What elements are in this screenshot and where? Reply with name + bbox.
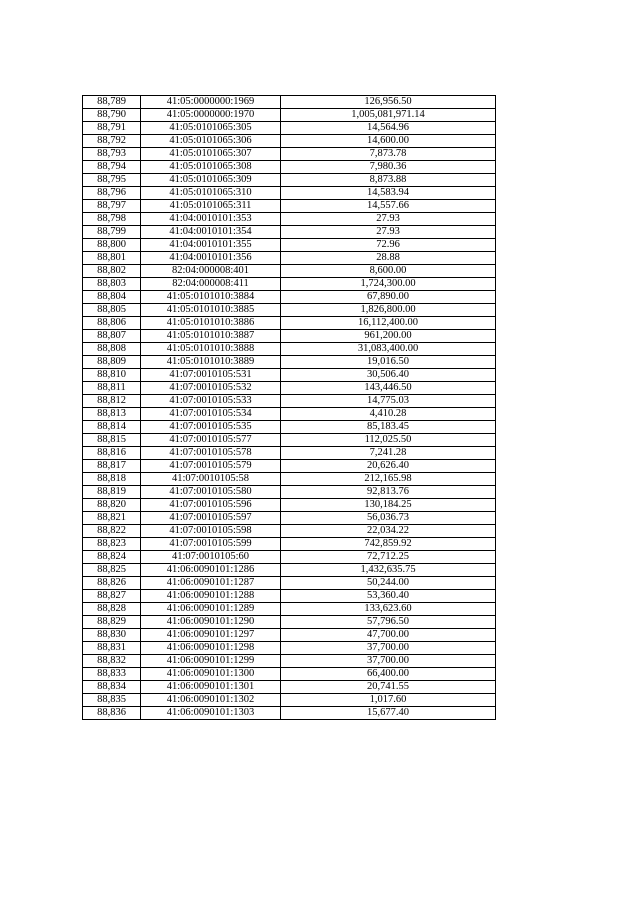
table-row [83,538,496,551]
cadastral-number-cell: 41:07:0010105:533 [141,395,281,408]
row-number-cell: 88,812 [83,395,141,408]
cadastral-number-cell: 41:07:0010105:596 [141,499,281,512]
value-cell: 14,775.03 [281,395,496,408]
table-row [83,681,496,694]
value-cell: 742,859.92 [281,538,496,551]
table-row [83,96,496,109]
value-cell: 7,980.36 [281,161,496,174]
value-cell: 47,700.00 [281,629,496,642]
cadastral-number-cell: 41:06:0090101:1299 [141,655,281,668]
table-row [83,317,496,330]
cadastral-number-cell: 41:05:0000000:1969 [141,96,281,109]
cadastral-number-cell: 41:06:0090101:1303 [141,707,281,720]
row-number-cell: 88,798 [83,213,141,226]
value-cell: 20,741.55 [281,681,496,694]
table-row [83,382,496,395]
value-cell: 31,083,400.00 [281,343,496,356]
cadastral-number-cell: 41:07:0010105:598 [141,525,281,538]
cadastral-number-cell: 41:04:0010101:356 [141,252,281,265]
row-number-cell: 88,807 [83,330,141,343]
row-number-cell: 88,829 [83,616,141,629]
cadastral-number-cell: 82:04:000008:411 [141,278,281,291]
cadastral-number-cell: 41:04:0010101:353 [141,213,281,226]
value-cell: 37,700.00 [281,642,496,655]
value-cell: 28.88 [281,252,496,265]
row-number-cell: 88,806 [83,317,141,330]
row-number-cell: 88,820 [83,499,141,512]
row-number-cell: 88,813 [83,408,141,421]
value-cell: 19,016.50 [281,356,496,369]
data-table [82,95,496,720]
cadastral-number-cell: 41:05:0101065:310 [141,187,281,200]
cadastral-number-cell: 41:07:0010105:579 [141,460,281,473]
value-cell: 961,200.00 [281,330,496,343]
row-number-cell: 88,792 [83,135,141,148]
row-number-cell: 88,793 [83,148,141,161]
table-row [83,655,496,668]
table-row [83,330,496,343]
row-number-cell: 88,817 [83,460,141,473]
table-row [83,473,496,486]
value-cell: 14,564.96 [281,122,496,135]
value-cell: 1,432,635.75 [281,564,496,577]
cadastral-number-cell: 41:07:0010105:535 [141,421,281,434]
table-row [83,551,496,564]
table-row [83,304,496,317]
row-number-cell: 88,827 [83,590,141,603]
value-cell: 8,873.88 [281,174,496,187]
cadastral-number-cell: 41:06:0090101:1297 [141,629,281,642]
cadastral-number-cell: 41:05:0101010:3886 [141,317,281,330]
value-cell: 22,034.22 [281,525,496,538]
cadastral-number-cell: 41:06:0090101:1301 [141,681,281,694]
value-cell: 27.93 [281,226,496,239]
cadastral-number-cell: 41:07:0010105:532 [141,382,281,395]
table-row [83,291,496,304]
row-number-cell: 88,814 [83,421,141,434]
value-cell: 66,400.00 [281,668,496,681]
table-body [83,96,496,720]
cadastral-number-cell: 41:06:0090101:1288 [141,590,281,603]
row-number-cell: 88,802 [83,265,141,278]
cadastral-number-cell: 41:05:0101065:306 [141,135,281,148]
table-row [83,447,496,460]
value-cell: 4,410.28 [281,408,496,421]
table-row [83,226,496,239]
table-row [83,278,496,291]
cadastral-number-cell: 41:06:0090101:1290 [141,616,281,629]
value-cell: 14,600.00 [281,135,496,148]
value-cell: 8,600.00 [281,265,496,278]
table-row [83,213,496,226]
value-cell: 126,956.50 [281,96,496,109]
row-number-cell: 88,836 [83,707,141,720]
table-row [83,122,496,135]
value-cell: 14,557.66 [281,200,496,213]
cadastral-number-cell: 41:07:0010105:597 [141,512,281,525]
table-row [83,564,496,577]
row-number-cell: 88,801 [83,252,141,265]
table-row [83,135,496,148]
value-cell: 1,005,081,971.14 [281,109,496,122]
row-number-cell: 88,804 [83,291,141,304]
cadastral-number-cell: 41:06:0090101:1302 [141,694,281,707]
row-number-cell: 88,830 [83,629,141,642]
value-cell: 212,165.98 [281,473,496,486]
cadastral-number-cell: 41:07:0010105:60 [141,551,281,564]
table-row [83,174,496,187]
value-cell: 133,623.60 [281,603,496,616]
table-row [83,707,496,720]
row-number-cell: 88,810 [83,369,141,382]
cadastral-number-cell: 41:07:0010105:580 [141,486,281,499]
cadastral-number-cell: 41:05:0101010:3885 [141,304,281,317]
table-row [83,356,496,369]
row-number-cell: 88,828 [83,603,141,616]
row-number-cell: 88,822 [83,525,141,538]
cadastral-number-cell: 41:05:0101010:3888 [141,343,281,356]
cadastral-number-cell: 41:05:0000000:1970 [141,109,281,122]
table-row [83,694,496,707]
row-number-cell: 88,834 [83,681,141,694]
table-row [83,109,496,122]
cadastral-number-cell: 41:04:0010101:354 [141,226,281,239]
value-cell: 1,826,800.00 [281,304,496,317]
row-number-cell: 88,835 [83,694,141,707]
value-cell: 7,873.78 [281,148,496,161]
row-number-cell: 88,789 [83,96,141,109]
row-number-cell: 88,805 [83,304,141,317]
value-cell: 1,017.60 [281,694,496,707]
row-number-cell: 88,824 [83,551,141,564]
row-number-cell: 88,826 [83,577,141,590]
value-cell: 50,244.00 [281,577,496,590]
table-row [83,369,496,382]
row-number-cell: 88,808 [83,343,141,356]
cadastral-number-cell: 41:07:0010105:534 [141,408,281,421]
row-number-cell: 88,821 [83,512,141,525]
table-row [83,486,496,499]
value-cell: 1,724,300.00 [281,278,496,291]
row-number-cell: 88,794 [83,161,141,174]
cadastral-number-cell: 41:05:0101010:3884 [141,291,281,304]
table-row [83,616,496,629]
cadastral-number-cell: 41:07:0010105:599 [141,538,281,551]
row-number-cell: 88,809 [83,356,141,369]
table-row [83,434,496,447]
table-row [83,161,496,174]
table-row [83,408,496,421]
value-cell: 92,813.76 [281,486,496,499]
value-cell: 112,025.50 [281,434,496,447]
table-row [83,590,496,603]
cadastral-number-cell: 41:07:0010105:58 [141,473,281,486]
cadastral-number-cell: 41:05:0101065:307 [141,148,281,161]
row-number-cell: 88,818 [83,473,141,486]
table-row [83,239,496,252]
cadastral-number-cell: 41:05:0101010:3889 [141,356,281,369]
value-cell: 143,446.50 [281,382,496,395]
row-number-cell: 88,795 [83,174,141,187]
row-number-cell: 88,819 [83,486,141,499]
row-number-cell: 88,833 [83,668,141,681]
table-row [83,499,496,512]
table-row [83,421,496,434]
row-number-cell: 88,800 [83,239,141,252]
cadastral-number-cell: 82:04:000008:401 [141,265,281,278]
table-row [83,265,496,278]
cadastral-number-cell: 41:04:0010101:355 [141,239,281,252]
cadastral-number-cell: 41:06:0090101:1300 [141,668,281,681]
cadastral-number-cell: 41:07:0010105:577 [141,434,281,447]
table-row [83,642,496,655]
cadastral-number-cell: 41:07:0010105:531 [141,369,281,382]
value-cell: 7,241.28 [281,447,496,460]
row-number-cell: 88,803 [83,278,141,291]
value-cell: 57,796.50 [281,616,496,629]
cadastral-number-cell: 41:05:0101065:309 [141,174,281,187]
value-cell: 67,890.00 [281,291,496,304]
table-row [83,668,496,681]
value-cell: 130,184.25 [281,499,496,512]
cadastral-number-cell: 41:05:0101065:308 [141,161,281,174]
cadastral-number-cell: 41:06:0090101:1286 [141,564,281,577]
table-row [83,148,496,161]
value-cell: 72.96 [281,239,496,252]
table-row [83,525,496,538]
row-number-cell: 88,831 [83,642,141,655]
row-number-cell: 88,816 [83,447,141,460]
value-cell: 37,700.00 [281,655,496,668]
table-row [83,460,496,473]
row-number-cell: 88,823 [83,538,141,551]
table-row [83,512,496,525]
table-row [83,395,496,408]
row-number-cell: 88,815 [83,434,141,447]
row-number-cell: 88,825 [83,564,141,577]
table-row [83,603,496,616]
value-cell: 16,112,400.00 [281,317,496,330]
cadastral-number-cell: 41:05:0101065:311 [141,200,281,213]
table-row [83,252,496,265]
cadastral-number-cell: 41:06:0090101:1298 [141,642,281,655]
table-row [83,187,496,200]
cadastral-number-cell: 41:05:0101010:3887 [141,330,281,343]
value-cell: 20,626.40 [281,460,496,473]
value-cell: 14,583.94 [281,187,496,200]
row-number-cell: 88,799 [83,226,141,239]
row-number-cell: 88,832 [83,655,141,668]
table-row [83,629,496,642]
cadastral-number-cell: 41:06:0090101:1289 [141,603,281,616]
table-row [83,577,496,590]
row-number-cell: 88,790 [83,109,141,122]
value-cell: 27.93 [281,213,496,226]
value-cell: 53,360.40 [281,590,496,603]
cadastral-number-cell: 41:06:0090101:1287 [141,577,281,590]
row-number-cell: 88,811 [83,382,141,395]
cadastral-number-cell: 41:05:0101065:305 [141,122,281,135]
value-cell: 30,506.40 [281,369,496,382]
value-cell: 72,712.25 [281,551,496,564]
table-row [83,200,496,213]
cadastral-number-cell: 41:07:0010105:578 [141,447,281,460]
row-number-cell: 88,796 [83,187,141,200]
row-number-cell: 88,791 [83,122,141,135]
value-cell: 85,183.45 [281,421,496,434]
value-cell: 15,677.40 [281,707,496,720]
row-number-cell: 88,797 [83,200,141,213]
value-cell: 56,036.73 [281,512,496,525]
table-row [83,343,496,356]
